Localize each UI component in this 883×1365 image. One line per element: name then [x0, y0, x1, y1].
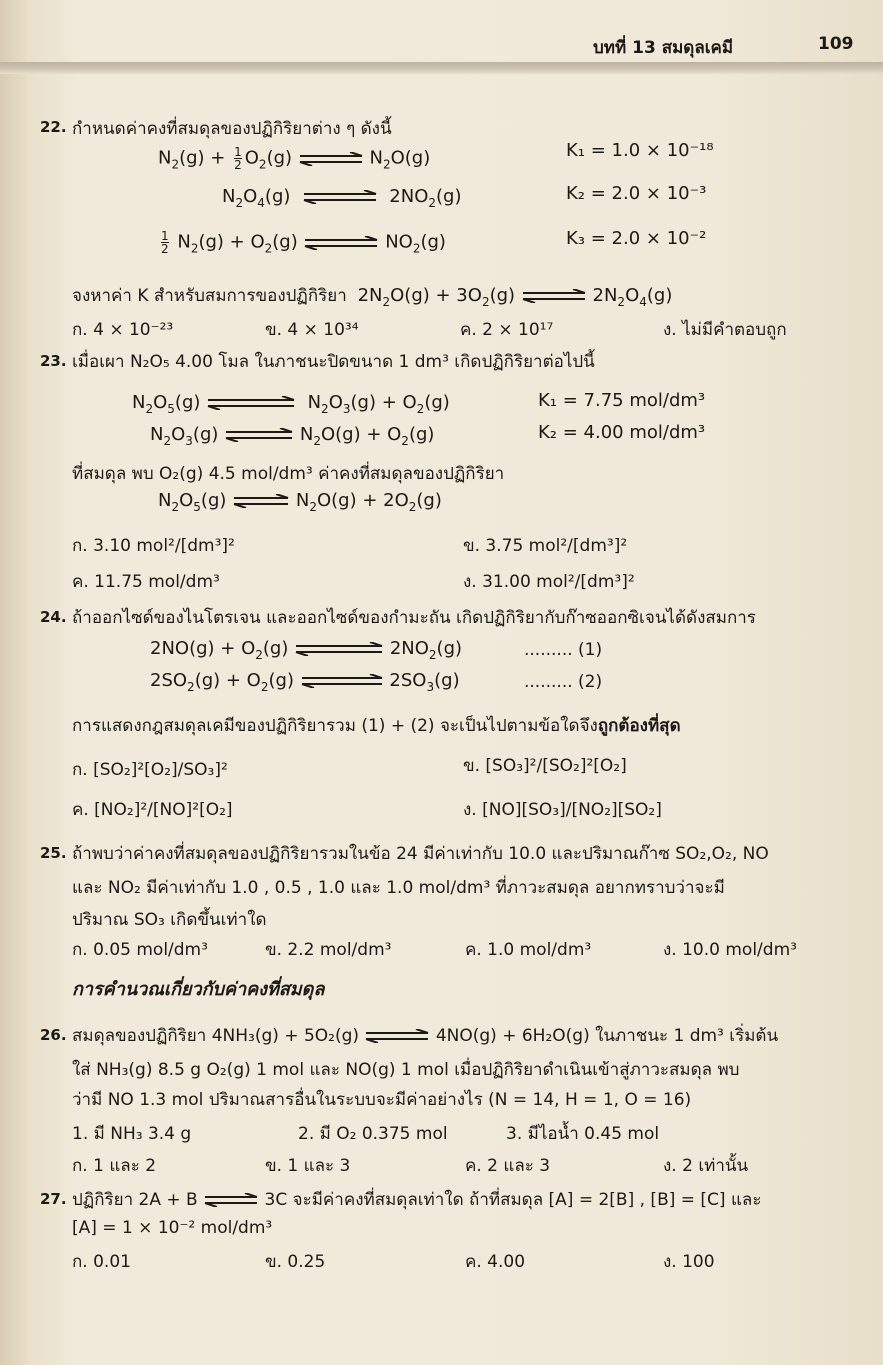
question-number: 23.	[40, 352, 67, 370]
equation-tag: ......... (2)	[524, 672, 603, 692]
choice-d: ง. ไม่มีคำตอบถูก	[663, 320, 787, 340]
choice-b: ข. 3.75 mol²/[dm³]²	[463, 536, 628, 556]
choice-d: ง. 2 เท่านั้น	[663, 1156, 749, 1176]
question-ask: ที่สมดุล พบ O₂(g) 4.5 mol/dm³ ค่าคงที่สมดุลของปฏิกิริยา	[72, 464, 505, 484]
choice-d: ง. [NO][SO₃]/[NO₂][SO₂]	[463, 800, 662, 820]
choice-a: ก. 1 และ 2	[72, 1156, 157, 1176]
choice-c: ค. 1.0 mol/dm³	[465, 940, 592, 960]
question-stem: ถ้าออกไซด์ของไนโตรเจน และออกไซด์ของกำมะถัน เกิดปฏิกิริยากับก๊าซออกซิเจนได้ดังสมการ	[72, 608, 756, 628]
equilibrium-arrow-icon	[300, 670, 384, 691]
choice-a: ก. 0.01	[72, 1252, 131, 1272]
equation-23-2: $N_2O_3(g) N_2O(g) + O_2(g)$	[150, 424, 435, 448]
equation-24-2: $2SO_2(g) + O_2(g)$ $2SO_3(g)$	[150, 670, 460, 694]
header-rule	[0, 62, 883, 74]
choice-d: ง. 31.00 mol²/[dm³]²	[463, 572, 635, 592]
question-line: ถ้าพบว่าค่าคงที่สมดุลของปฏิกิริยารวมในข้อ 24 มีค่าเท่ากับ 10.0 และปริมาณก๊าซ SO₂,O₂, NO	[72, 844, 769, 864]
question-line: ใส่ NH₃(g) 8.5 g O₂(g) 1 mol และ NO(g) 1 mol เมื่อปฏิกิริยาดำเนินเข้าสู่ภาวะสมดุล พบ	[72, 1060, 740, 1080]
equation-22-3: $\frac{1}{2}$ $N_2(g) + O_2(g)$ $NO_2(g)$	[161, 229, 446, 256]
question-line: สมดุลของปฏิกิริยา 4NH₃(g) + 5O₂(g) 4NO(g) + 6H₂O(g) ในภาชนะ 1 dm³ เริ่มต้น	[72, 1026, 779, 1046]
question-number: 22.	[40, 118, 67, 136]
choice-b: ข. 0.25	[265, 1252, 326, 1272]
equation-23-target: $N_2O_5(g) N_2O(g) + 2O_2(g)$	[158, 490, 442, 514]
choice-c: ค. 2 × 10¹⁷	[460, 320, 554, 340]
question-number: 26.	[40, 1026, 67, 1044]
k1-value: K₁ = 1.0 × 10⁻¹⁸	[566, 140, 714, 161]
statement-2: 2. มี O₂ 0.375 mol	[298, 1124, 448, 1144]
choice-c: ค. 4.00	[465, 1252, 526, 1272]
question-ask: การแสดงกฎสมดุลเคมีของปฏิกิริยารวม (1) + (2) จะเป็นไปตามข้อใดจึงถูกต้องที่สุด	[72, 716, 681, 736]
statement-1: 1. มี NH₃ 3.4 g	[72, 1124, 192, 1144]
choice-b: ข. 4 × 10³⁴	[265, 320, 359, 340]
equilibrium-arrow-icon	[302, 186, 378, 207]
question-line: [A] = 1 × 10⁻² mol/dm³	[72, 1218, 273, 1238]
k2-value: K₂ = 2.0 × 10⁻³	[566, 183, 707, 204]
equation-22-2: $N_2O_4(g)$ $2NO_2(g)$	[222, 186, 462, 210]
choice-d: ง. 10.0 mol/dm³	[663, 940, 797, 960]
question-line: ปริมาณ SO₃ เกิดขึ้นเท่าใด	[72, 910, 267, 930]
question-line: และ NO₂ มีค่าเท่ากับ 1.0 , 0.5 , 1.0 และ 1.0 mol/dm³ ที่ภาวะสมดุล อยากทราบว่าจะมี	[72, 878, 725, 898]
choice-d: ง. 100	[663, 1252, 715, 1272]
equilibrium-arrow-icon	[521, 285, 587, 306]
question-line: ปฏิกิริยา 2A + B 3C จะมีค่าคงที่สมดุลเท่าใด ถ้าที่สมดุล [A] = 2[B] , [B] = [C] และ	[72, 1190, 762, 1210]
choice-a: ก. [SO₂]²[O₂]/SO₃]²	[72, 760, 228, 780]
question-stem: กำหนดค่าคงที่สมดุลของปฏิกิริยาต่าง ๆ ดังนี้	[72, 119, 392, 139]
question-number: 24.	[40, 608, 67, 626]
choice-c: ค. [NO₂]²/[NO]²[O₂]	[72, 800, 233, 820]
equilibrium-arrow-icon	[298, 148, 364, 169]
k1-value: K₁ = 7.75 mol/dm³	[538, 390, 706, 411]
choice-b: ข. 1 และ 3	[265, 1156, 351, 1176]
choice-a: ก. 3.10 mol²/[dm³]²	[72, 536, 235, 556]
equation-24-1: $2NO(g) + O_2(g)$ $2NO_2(g)$	[150, 638, 463, 662]
question-line: ว่ามี NO 1.3 mol ปริมาณสารอื่นในระบบจะมีค่าอย่างไร (N = 14, H = 1, O = 16)	[72, 1090, 692, 1110]
choice-c: ค. 2 และ 3	[465, 1156, 551, 1176]
question-number: 27.	[40, 1190, 67, 1208]
equation-22-1: $N_2(g)$ + $\frac{1}{2}$ $O_2(g)$ $N_2O(g)$	[158, 145, 431, 172]
chapter-title: บทที่ 13 สมดุลเคมี	[593, 38, 734, 58]
equilibrium-arrow-icon	[303, 232, 379, 253]
equilibrium-arrow-icon	[224, 424, 294, 445]
choice-c: ค. 11.75 mol/dm³	[72, 572, 220, 592]
choice-b: ข. 2.2 mol/dm³	[265, 940, 392, 960]
equilibrium-arrow-icon	[232, 490, 290, 511]
equation-23-1: $N_2O_5(g)$ $N_2O_3(g) + O_2(g)$	[132, 392, 450, 416]
choice-b: ข. [SO₃]²/[SO₂]²[O₂]	[463, 756, 627, 776]
question-stem: เมื่อเผา N₂O₅ 4.00 โมล ในภาชนะปิดขนาด 1 dm³ เกิดปฏิกิริยาต่อไปนี้	[72, 352, 595, 372]
page-number: 109	[818, 34, 854, 54]
question-ask: จงหาค่า K สำหรับสมการของปฏิกิริยา $2N_2O(g) + 3O_2(g)$ $2N_2O_4(g)$	[72, 285, 673, 309]
equilibrium-arrow-icon	[203, 1190, 259, 1210]
choice-a: ก. 4 × 10⁻²³	[72, 320, 174, 340]
k3-value: K₃ = 2.0 × 10⁻²	[566, 228, 707, 249]
k2-value: K₂ = 4.00 mol/dm³	[538, 422, 706, 443]
choice-a: ก. 0.05 mol/dm³	[72, 940, 208, 960]
statement-3: 3. มีไอน้ำ 0.45 mol	[506, 1124, 660, 1144]
equation-tag: ......... (1)	[524, 640, 603, 660]
section-title: การคำนวณเกี่ยวกับค่าคงที่สมดุล	[72, 979, 325, 1000]
question-number: 25.	[40, 844, 67, 862]
equilibrium-arrow-icon	[294, 638, 384, 659]
equilibrium-arrow-icon	[206, 392, 296, 413]
equilibrium-arrow-icon	[364, 1026, 430, 1046]
